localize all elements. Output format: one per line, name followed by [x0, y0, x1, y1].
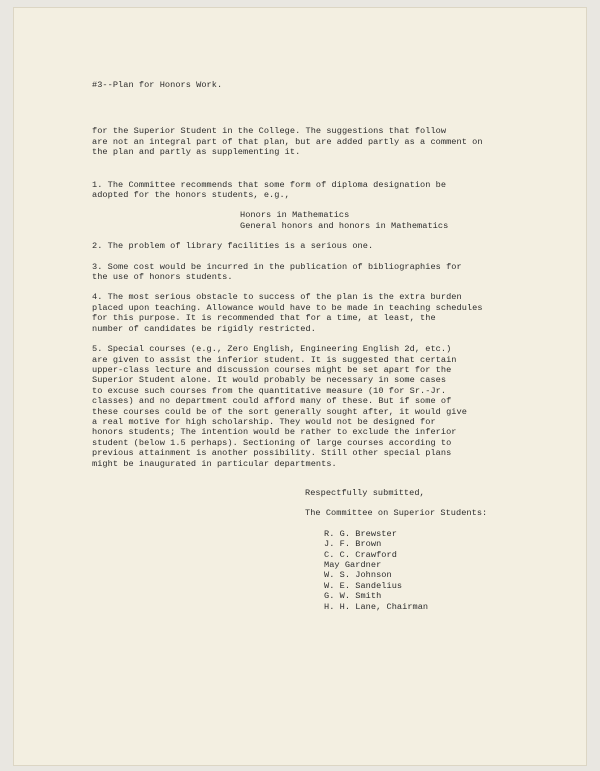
- text-line: these courses could be of the sort generally sought after, it would give: [92, 406, 467, 417]
- text-line: honors students; The intention would be rather to exclude the inferior: [92, 427, 457, 438]
- text-line: 2. The problem of library facilities is a serious one.: [92, 241, 374, 252]
- text-line: classes) and no department could afford many of these. But if some of: [92, 396, 452, 407]
- item-1-paragraph: [92, 180, 552, 201]
- item-3-paragraph: [92, 262, 552, 283]
- text-line: are given to assist the inferior student. It is suggested that certain: [92, 354, 457, 365]
- text-line: a real motive for high scholarship. They would not be designed for: [92, 416, 436, 427]
- text-line: 1. The Committee recommends that some form of diploma designation be: [92, 179, 447, 190]
- item-4-paragraph: [92, 292, 552, 334]
- text-line: to excuse such courses from the quantitative measure (10 for Sr.-Jr.: [92, 385, 447, 396]
- document-heading: #3--Plan for Honors Work.: [92, 80, 223, 90]
- text-line: upper-class lecture and discussion courses might be set apart for the: [92, 364, 452, 375]
- item-1-examples: [92, 210, 552, 231]
- signature-block: [92, 488, 552, 519]
- intro-paragraph: [92, 126, 552, 157]
- text-line: Honors in Mathematics: [240, 210, 350, 221]
- text-line: the plan and partly as supplementing it.: [92, 147, 301, 158]
- text-line: for this purpose. It is recommended that for a time, at least, the: [92, 313, 436, 324]
- member-name: C. C. Crawford: [324, 549, 397, 560]
- closing-line: Respectfully submitted,: [305, 487, 425, 498]
- text-line: adopted for the honors students, e.g.,: [92, 190, 290, 201]
- text-line: for the Superior Student in the College. The suggestions that follow: [92, 126, 447, 137]
- member-list: [92, 529, 552, 612]
- item-5-paragraph: [92, 344, 552, 469]
- member-name: W. E. Sandelius: [324, 580, 403, 591]
- text-line: previous attainment is another possibility. Still other special plans: [92, 448, 452, 459]
- document-body: [92, 80, 552, 612]
- text-line: 5. Special courses (e.g., Zero English, Engineering English 2d, etc.): [92, 344, 452, 355]
- text-line: 4. The most serious obstacle to success of the plan is the extra burden: [92, 292, 462, 303]
- member-name: G. W. Smith: [324, 591, 382, 602]
- text-line: 3. Some cost would be incurred in the publication of bibliographies for: [92, 261, 462, 272]
- member-name: H. H. Lane, Chairman: [324, 601, 429, 612]
- member-name: R. G. Brewster: [324, 528, 397, 539]
- document-page: [14, 8, 586, 765]
- member-name: J. F. Brown: [324, 539, 382, 550]
- text-line: the use of honors students.: [92, 272, 233, 283]
- text-line: are not an integral part of that plan, but are added partly as a comment on: [92, 136, 483, 147]
- text-line: General honors and honors in Mathematics: [240, 220, 449, 231]
- text-line: number of candidates be rigidly restricted.: [92, 323, 316, 334]
- committee-line: The Committee on Superior Students:: [305, 508, 488, 519]
- member-name: W. S. Johnson: [324, 570, 392, 581]
- text-line: placed upon teaching. Allowance would have to be made in teaching schedules: [92, 302, 483, 313]
- member-name: May Gardner: [324, 560, 382, 570]
- item-2-paragraph: [92, 241, 552, 251]
- text-line: Superior Student alone. It would probably be necessary in some cases: [92, 375, 447, 386]
- text-line: student (below 1.5 perhaps). Sectioning of large courses according to: [92, 437, 452, 448]
- text-line: might be inaugurated in particular departments.: [92, 458, 337, 469]
